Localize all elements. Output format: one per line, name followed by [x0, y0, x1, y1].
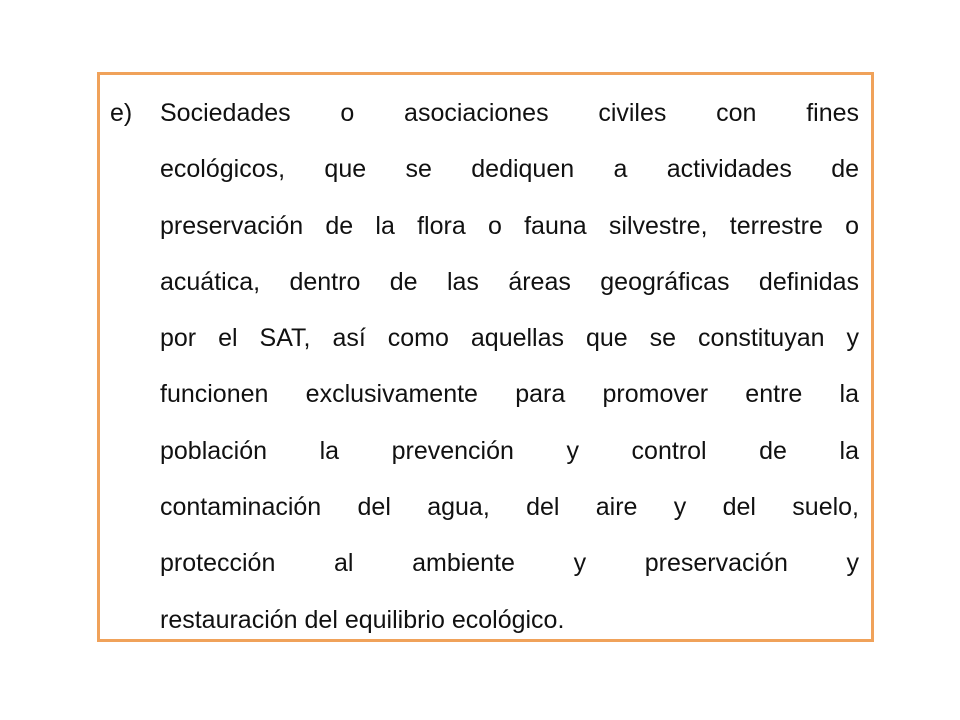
- item-paragraph: [160, 85, 859, 648]
- paragraph-line: contaminación del agua, del aire y del suelo,: [160, 493, 859, 522]
- paragraph-line: Sociedades o asociaciones civiles con fines: [160, 99, 859, 127]
- paragraph-line: población la prevención y control de la: [160, 436, 859, 465]
- paragraph-line: por el SAT, así como aquellas que se constituyan y: [160, 324, 859, 353]
- paragraph-line: funcionen exclusivamente para promover entre la: [160, 380, 859, 409]
- item-label: e): [110, 99, 133, 127]
- paragraph-line: restauración del equilibrio ecológico.: [160, 605, 565, 634]
- bordered-text-box: [97, 72, 874, 642]
- paragraph-line: protección al ambiente y preservación y: [160, 549, 859, 578]
- list-item-e: [110, 85, 859, 648]
- paragraph-line: preservación de la flora o fauna silvestre, terrestre o: [160, 211, 859, 240]
- paragraph-line: ecológicos, que se dediquen a actividades de: [160, 155, 859, 184]
- paragraph-line: acuática, dentro de las áreas geográficas definidas: [160, 267, 859, 296]
